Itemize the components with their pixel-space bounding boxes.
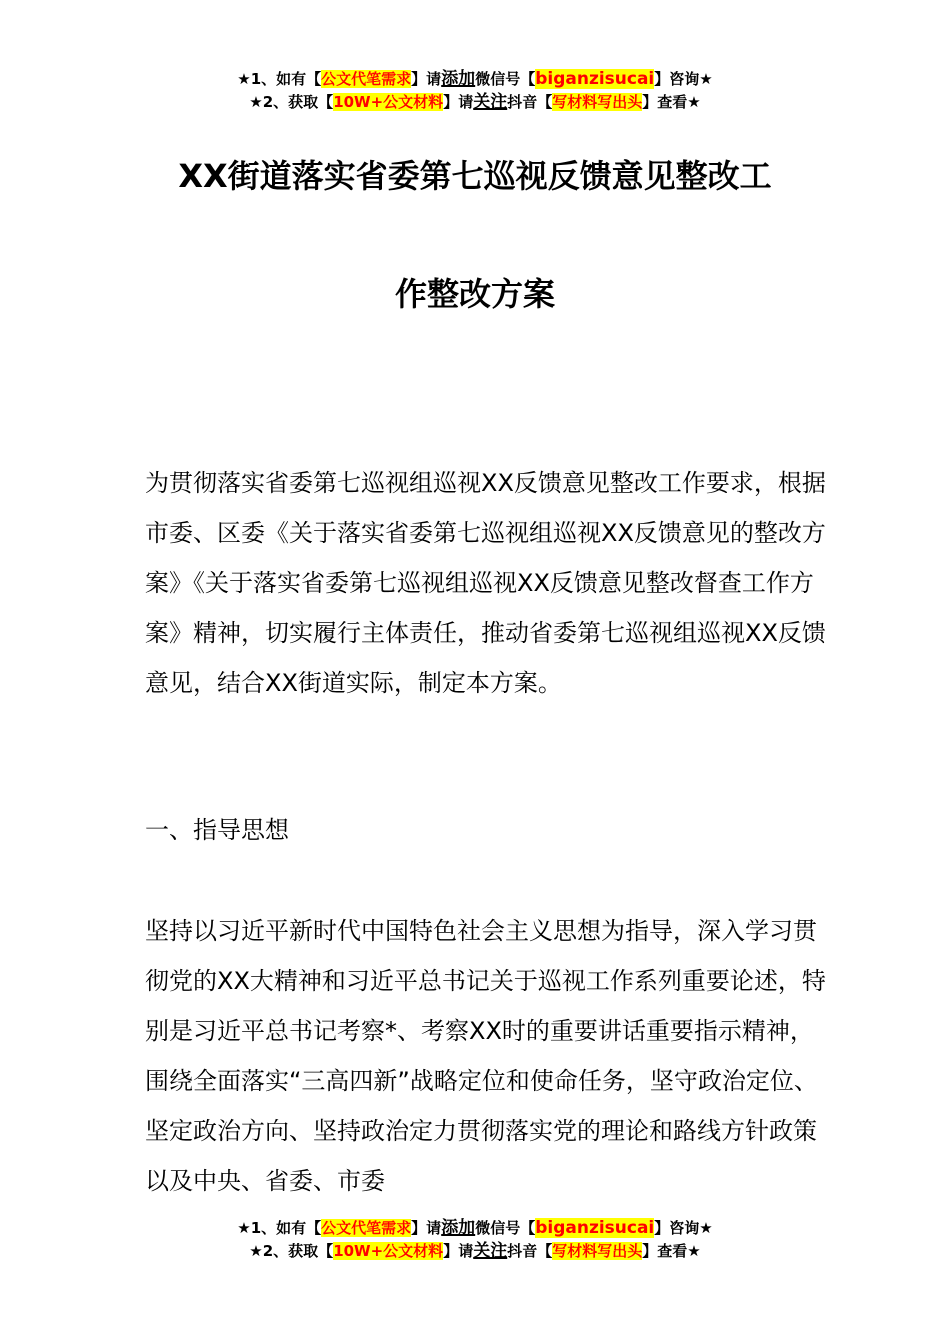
- promo-line-2-mid: 】请: [443, 93, 474, 111]
- promo-footer-line-2-suffix: 】查看★: [642, 1242, 701, 1260]
- promo-footer-line-1-highlight-service: 公文代笔需求: [321, 1219, 412, 1237]
- promo-line-2-highlight-materials: 10W+公文材料: [333, 93, 444, 111]
- promo-footer-line-2-douyin-id: 写材料写出头: [552, 1242, 643, 1260]
- section-heading-guiding-ideology: 一、指导思想: [145, 816, 289, 844]
- promo-header: [0, 68, 950, 114]
- promo-footer-line-2-underline: 关注: [473, 1241, 508, 1261]
- promo-footer-line-2-highlight-materials: 10W+公文材料: [333, 1242, 444, 1260]
- promo-footer-line-1: [0, 1217, 950, 1240]
- promo-footer-line-1-suffix: 】咨询★: [654, 1219, 713, 1237]
- promo-line-2-prefix: ★2、获取【: [249, 93, 334, 111]
- promo-footer-line-2-prefix: ★2、获取【: [249, 1242, 334, 1260]
- promo-line-1-wechat-id: biganzisucai: [535, 69, 655, 89]
- promo-footer: [0, 1217, 950, 1263]
- promo-footer-line-1-mid: 】请: [411, 1219, 442, 1237]
- promo-line-1-highlight-service: 公文代笔需求: [321, 70, 412, 88]
- promo-footer-line-2-mid2: 抖音【: [507, 1242, 553, 1260]
- promo-line-2-underline: 关注: [473, 92, 508, 112]
- promo-line-2: [0, 91, 950, 114]
- promo-line-2-mid2: 抖音【: [507, 93, 553, 111]
- promo-footer-line-2-mid: 】请: [443, 1242, 474, 1260]
- promo-line-2-douyin-id: 写材料写出头: [552, 93, 643, 111]
- promo-line-2-suffix: 】查看★: [642, 93, 701, 111]
- promo-footer-line-2: [0, 1240, 950, 1263]
- promo-line-1-underline: 添加: [441, 69, 476, 89]
- promo-footer-line-1-wechat-id: biganzisucai: [535, 1218, 655, 1238]
- promo-line-1: [0, 68, 950, 91]
- promo-footer-line-1-prefix: ★1、如有【: [237, 1219, 322, 1237]
- promo-line-1-suffix: 】咨询★: [654, 70, 713, 88]
- intro-paragraph: 为贯彻落实省委第七巡视组巡视XX反馈意见整改工作要求，根据市委、区委《关于落实省委第七巡视组巡视XX反馈意见的整改方案》《关于落实省委第七巡视组巡视XX反馈意见整改督查工作方案》精神，切实履行主体责任，推动省委第七巡视组巡视XX反馈意见，结合XX街道实际，制定本方案。: [145, 469, 826, 697]
- document-title-line-1: XX街道落实省委第七巡视反馈意见整改工: [178, 157, 772, 195]
- document-title-line-2: 作整改方案: [394, 275, 555, 313]
- section-body-guiding-ideology: 坚持以习近平新时代中国特色社会主义思想为指导，深入学习贯彻党的XX大精神和习近平总书记关于巡视工作系列重要论述，特别是习近平总书记考察*、考察XX时的重要讲话重要指示精神，围绕全面落实“三高四新”战略定位和使命任务，坚守政治定位、坚定政治方向、坚持政治定力贯彻落实党的理论和路线方针政策以及中央、省委、市委: [145, 917, 826, 1195]
- promo-line-1-prefix: ★1、如有【: [237, 70, 322, 88]
- promo-footer-line-1-mid2: 微信号【: [475, 1219, 536, 1237]
- promo-line-1-mid: 】请: [411, 70, 442, 88]
- promo-line-1-mid2: 微信号【: [475, 70, 536, 88]
- promo-footer-line-1-underline: 添加: [441, 1218, 476, 1238]
